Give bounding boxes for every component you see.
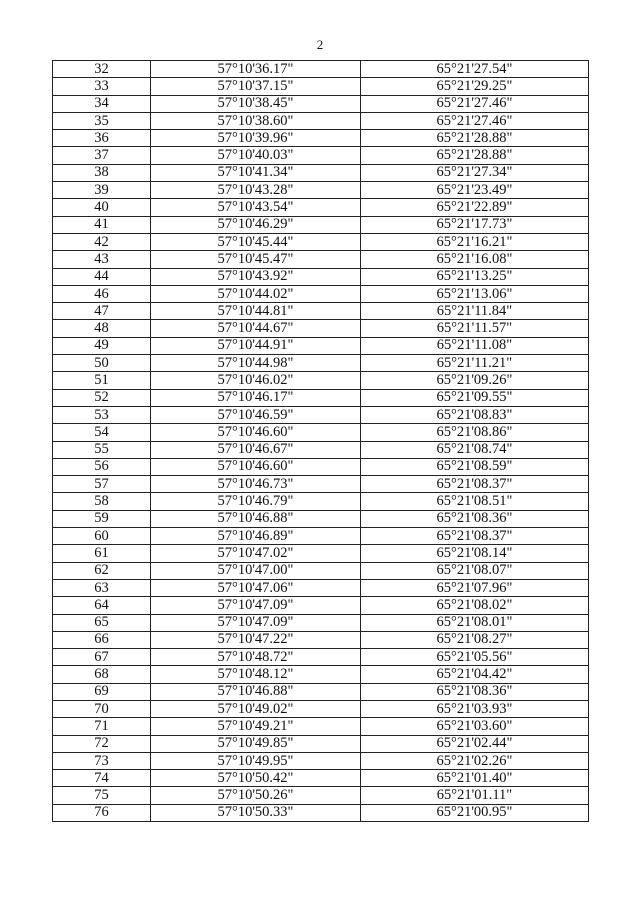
latitude-cell: 57°10'46.29" — [151, 216, 361, 233]
table-row — [53, 130, 589, 147]
latitude-cell: 57°10'46.02" — [151, 372, 361, 389]
point-number-cell: 60 — [53, 528, 151, 545]
point-number-cell: 73 — [53, 752, 151, 769]
point-number-cell: 54 — [53, 424, 151, 441]
latitude-cell: 57°10'44.91" — [151, 337, 361, 354]
coordinates-table — [52, 60, 589, 822]
latitude-cell: 57°10'46.67" — [151, 441, 361, 458]
latitude-cell: 57°10'46.59" — [151, 406, 361, 423]
point-number-cell: 65 — [53, 614, 151, 631]
longitude-cell: 65°21'08.83" — [361, 406, 589, 423]
longitude-cell: 65°21'17.73" — [361, 216, 589, 233]
point-number-cell: 32 — [53, 61, 151, 78]
table-row — [53, 614, 589, 631]
longitude-cell: 65°21'16.21" — [361, 233, 589, 250]
table-row — [53, 78, 589, 95]
point-number-cell: 66 — [53, 631, 151, 648]
table-row — [53, 510, 589, 527]
point-number-cell: 49 — [53, 337, 151, 354]
longitude-cell: 65°21'13.25" — [361, 268, 589, 285]
latitude-cell: 57°10'39.96" — [151, 130, 361, 147]
longitude-cell: 65°21'08.74" — [361, 441, 589, 458]
table-row — [53, 718, 589, 735]
longitude-cell: 65°21'11.21" — [361, 355, 589, 372]
table-row — [53, 112, 589, 129]
longitude-cell: 65°21'08.37" — [361, 476, 589, 493]
latitude-cell: 57°10'44.67" — [151, 320, 361, 337]
table-row — [53, 251, 589, 268]
point-number-cell: 72 — [53, 735, 151, 752]
latitude-cell: 57°10'46.60" — [151, 424, 361, 441]
longitude-cell: 65°21'05.56" — [361, 649, 589, 666]
latitude-cell: 57°10'48.72" — [151, 649, 361, 666]
latitude-cell: 57°10'46.89" — [151, 528, 361, 545]
latitude-cell: 57°10'49.02" — [151, 700, 361, 717]
latitude-cell: 57°10'47.06" — [151, 579, 361, 596]
latitude-cell: 57°10'49.95" — [151, 752, 361, 769]
table-row — [53, 597, 589, 614]
longitude-cell: 65°21'11.57" — [361, 320, 589, 337]
table-row — [53, 164, 589, 181]
point-number-cell: 70 — [53, 700, 151, 717]
latitude-cell: 57°10'37.15" — [151, 78, 361, 95]
point-number-cell: 50 — [53, 355, 151, 372]
point-number-cell: 57 — [53, 476, 151, 493]
longitude-cell: 65°21'08.86" — [361, 424, 589, 441]
point-number-cell: 33 — [53, 78, 151, 95]
latitude-cell: 57°10'46.60" — [151, 458, 361, 475]
point-number-cell: 76 — [53, 804, 151, 821]
longitude-cell: 65°21'11.08" — [361, 337, 589, 354]
point-number-cell: 39 — [53, 182, 151, 199]
longitude-cell: 65°21'04.42" — [361, 666, 589, 683]
latitude-cell: 57°10'43.92" — [151, 268, 361, 285]
table-row — [53, 216, 589, 233]
page-number: 2 — [316, 37, 324, 52]
latitude-cell: 57°10'47.09" — [151, 597, 361, 614]
latitude-cell: 57°10'41.34" — [151, 164, 361, 181]
point-number-cell: 41 — [53, 216, 151, 233]
point-number-cell: 68 — [53, 666, 151, 683]
point-number-cell: 61 — [53, 545, 151, 562]
point-number-cell: 53 — [53, 406, 151, 423]
point-number-cell: 69 — [53, 683, 151, 700]
latitude-cell: 57°10'43.54" — [151, 199, 361, 216]
table-row — [53, 770, 589, 787]
point-number-cell: 64 — [53, 597, 151, 614]
point-number-cell: 38 — [53, 164, 151, 181]
point-number-cell: 34 — [53, 95, 151, 112]
point-number-cell: 52 — [53, 389, 151, 406]
latitude-cell: 57°10'46.73" — [151, 476, 361, 493]
point-number-cell: 42 — [53, 233, 151, 250]
point-number-cell: 59 — [53, 510, 151, 527]
table-row — [53, 752, 589, 769]
longitude-cell: 65°21'08.59" — [361, 458, 589, 475]
table-row — [53, 683, 589, 700]
longitude-cell: 65°21'08.14" — [361, 545, 589, 562]
longitude-cell: 65°21'01.11" — [361, 787, 589, 804]
latitude-cell: 57°10'50.26" — [151, 787, 361, 804]
table-row — [53, 666, 589, 683]
table-row — [53, 700, 589, 717]
longitude-cell: 65°21'28.88" — [361, 130, 589, 147]
longitude-cell: 65°21'11.84" — [361, 303, 589, 320]
longitude-cell: 65°21'13.06" — [361, 285, 589, 302]
longitude-cell: 65°21'08.51" — [361, 493, 589, 510]
longitude-cell: 65°21'03.93" — [361, 700, 589, 717]
table-row — [53, 233, 589, 250]
latitude-cell: 57°10'44.81" — [151, 303, 361, 320]
latitude-cell: 57°10'50.42" — [151, 770, 361, 787]
longitude-cell: 65°21'29.25" — [361, 78, 589, 95]
latitude-cell: 57°10'50.33" — [151, 804, 361, 821]
latitude-cell: 57°10'45.44" — [151, 233, 361, 250]
table-row — [53, 355, 589, 372]
table-row — [53, 285, 589, 302]
table-row — [53, 735, 589, 752]
table-row — [53, 631, 589, 648]
latitude-cell: 57°10'46.88" — [151, 683, 361, 700]
table-row — [53, 268, 589, 285]
point-number-cell: 74 — [53, 770, 151, 787]
longitude-cell: 65°21'08.37" — [361, 528, 589, 545]
latitude-cell: 57°10'44.98" — [151, 355, 361, 372]
longitude-cell: 65°21'02.44" — [361, 735, 589, 752]
table-row — [53, 528, 589, 545]
longitude-cell: 65°21'08.36" — [361, 683, 589, 700]
table-row — [53, 476, 589, 493]
latitude-cell: 57°10'47.09" — [151, 614, 361, 631]
longitude-cell: 65°21'08.02" — [361, 597, 589, 614]
point-number-cell: 44 — [53, 268, 151, 285]
table-row — [53, 493, 589, 510]
table-row — [53, 95, 589, 112]
point-number-cell: 62 — [53, 562, 151, 579]
point-number-cell: 40 — [53, 199, 151, 216]
point-number-cell: 43 — [53, 251, 151, 268]
latitude-cell: 57°10'43.28" — [151, 182, 361, 199]
point-number-cell: 75 — [53, 787, 151, 804]
latitude-cell: 57°10'48.12" — [151, 666, 361, 683]
table-row — [53, 199, 589, 216]
latitude-cell: 57°10'49.21" — [151, 718, 361, 735]
longitude-cell: 65°21'08.07" — [361, 562, 589, 579]
latitude-cell: 57°10'47.22" — [151, 631, 361, 648]
point-number-cell: 58 — [53, 493, 151, 510]
latitude-cell: 57°10'46.17" — [151, 389, 361, 406]
longitude-cell: 65°21'28.88" — [361, 147, 589, 164]
longitude-cell: 65°21'08.01" — [361, 614, 589, 631]
table-row — [53, 147, 589, 164]
longitude-cell: 65°21'09.26" — [361, 372, 589, 389]
longitude-cell: 65°21'27.54" — [361, 61, 589, 78]
table-row — [53, 545, 589, 562]
coordinates-table-body — [53, 61, 589, 822]
table-row — [53, 61, 589, 78]
latitude-cell: 57°10'47.02" — [151, 545, 361, 562]
table-row — [53, 579, 589, 596]
point-number-cell: 35 — [53, 112, 151, 129]
table-row — [53, 182, 589, 199]
table-row — [53, 389, 589, 406]
table-row — [53, 458, 589, 475]
table-row — [53, 320, 589, 337]
longitude-cell: 65°21'16.08" — [361, 251, 589, 268]
longitude-cell: 65°21'08.27" — [361, 631, 589, 648]
table-row — [53, 337, 589, 354]
latitude-cell: 57°10'47.00" — [151, 562, 361, 579]
table-row — [53, 406, 589, 423]
point-number-cell: 51 — [53, 372, 151, 389]
point-number-cell: 63 — [53, 579, 151, 596]
table-row — [53, 804, 589, 821]
longitude-cell: 65°21'27.34" — [361, 164, 589, 181]
table-row — [53, 562, 589, 579]
point-number-cell: 48 — [53, 320, 151, 337]
longitude-cell: 65°21'07.96" — [361, 579, 589, 596]
point-number-cell: 67 — [53, 649, 151, 666]
longitude-cell: 65°21'03.60" — [361, 718, 589, 735]
latitude-cell: 57°10'44.02" — [151, 285, 361, 302]
table-row — [53, 424, 589, 441]
latitude-cell: 57°10'38.60" — [151, 112, 361, 129]
point-number-cell: 55 — [53, 441, 151, 458]
latitude-cell: 57°10'45.47" — [151, 251, 361, 268]
point-number-cell: 46 — [53, 285, 151, 302]
longitude-cell: 65°21'23.49" — [361, 182, 589, 199]
latitude-cell: 57°10'46.88" — [151, 510, 361, 527]
latitude-cell: 57°10'38.45" — [151, 95, 361, 112]
latitude-cell: 57°10'46.79" — [151, 493, 361, 510]
longitude-cell: 65°21'01.40" — [361, 770, 589, 787]
longitude-cell: 65°21'00.95" — [361, 804, 589, 821]
latitude-cell: 57°10'49.85" — [151, 735, 361, 752]
longitude-cell: 65°21'02.26" — [361, 752, 589, 769]
longitude-cell: 65°21'27.46" — [361, 112, 589, 129]
table-row — [53, 787, 589, 804]
longitude-cell: 65°21'22.89" — [361, 199, 589, 216]
table-row — [53, 649, 589, 666]
latitude-cell: 57°10'36.17" — [151, 61, 361, 78]
point-number-cell: 56 — [53, 458, 151, 475]
longitude-cell: 65°21'27.46" — [361, 95, 589, 112]
point-number-cell: 37 — [53, 147, 151, 164]
point-number-cell: 71 — [53, 718, 151, 735]
table-row — [53, 303, 589, 320]
point-number-cell: 47 — [53, 303, 151, 320]
longitude-cell: 65°21'09.55" — [361, 389, 589, 406]
table-row — [53, 372, 589, 389]
table-row — [53, 441, 589, 458]
point-number-cell: 36 — [53, 130, 151, 147]
latitude-cell: 57°10'40.03" — [151, 147, 361, 164]
longitude-cell: 65°21'08.36" — [361, 510, 589, 527]
